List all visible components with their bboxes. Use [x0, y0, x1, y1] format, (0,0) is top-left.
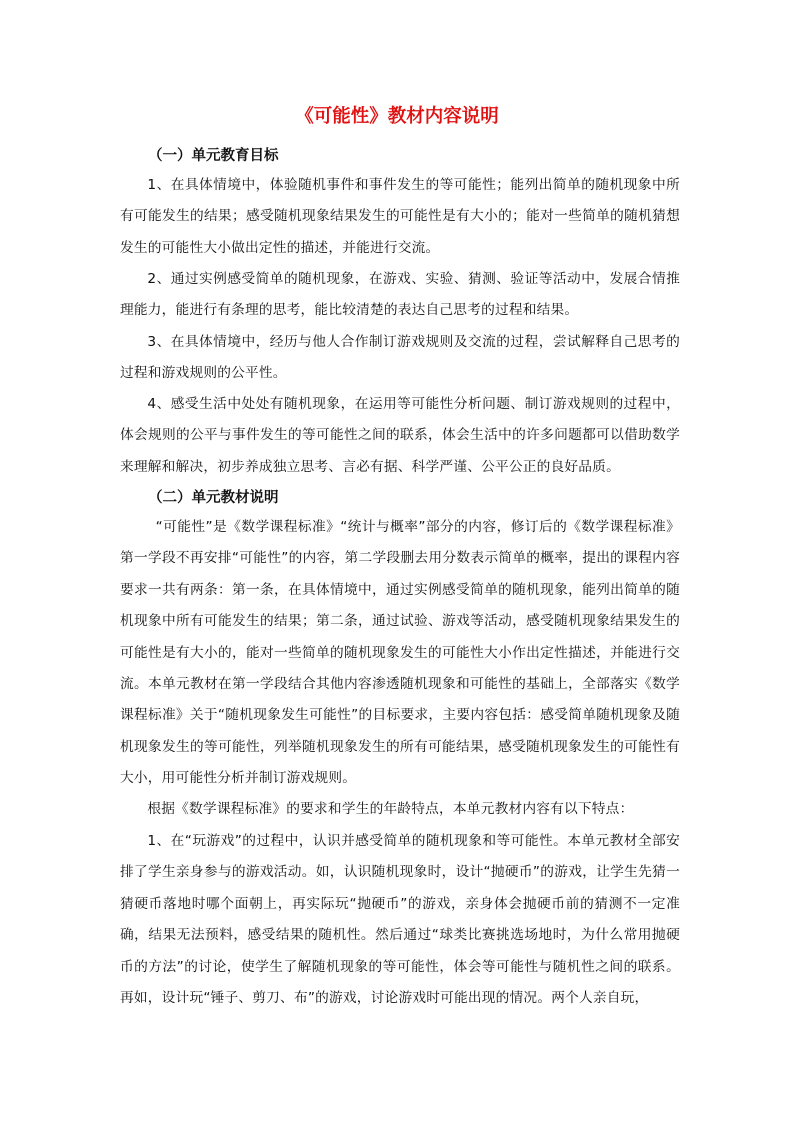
- section-heading-textbook: （二）单元教材说明: [148, 490, 279, 506]
- textbook-paragraph-2: 根据《数学课程标准》的要求和学生的年龄特点，本单元教材内容有以下特点：: [147, 801, 634, 817]
- goal-item-3: 3、在具体情境中，经历与他人合作制订游戏规则及交流的过程，尝试解释自己思考的过程和游戏规则的公平性。: [120, 334, 680, 382]
- goal-item-1: 1、在具体情境中，体验随机事件和事件发生的等可能性；能列出简单的随机现象中所有可能发生的结果；感受随机现象结果发生的可能性是有大小的；能对一些简单的随机猜想发生的可能性大小做出定性的描述，并能进行交流。: [120, 177, 680, 256]
- goal-item-2: 2、通过实例感受简单的随机现象，在游戏、实验、猜测、验证等活动中，发展合情推理能力，能进行有条理的思考，能比较清楚的表达自己思考的过程和结果。: [120, 271, 680, 319]
- textbook-paragraph-1: “可能性”是《数学课程标准》“统计与概率”部分的内容，修订后的《数学课程标准》第一学段不再安排“可能性”的内容，第二学段删去用分数表示简单的概率，提出的课程内容要求一共有两条：第一条，在具体情境中，通过实例感受简单的随机现象，能列出简单的随机现象中所有可能发生的结果；第二条，通过试验、游戏等活动，感受随机现象结果发生的可能性是有大小的，能对一些简单的随机现象发生的可能性大小作出定性描述，并能进行交流。本单元教材在第一学段结合其他内容渗透随机现象和可能性的基础上，全部落实《数学课程标准》关于“随机现象发生可能性”的目标要求，主要内容包括：感受简单随机现象及随机现象发生的等可能性，列举随机现象发生的所有可能结果，感受随机现象发生的可能性有大小，用可能性分析并制订游戏规则。: [120, 519, 680, 787]
- document-title: 《可能性》教材内容说明: [295, 106, 499, 127]
- section-heading-goals: （一）单元教育目标: [148, 148, 279, 164]
- goal-item-4: 4、感受生活中处处有随机现象，在运用等可能性分析问题、制订游戏规则的过程中，体会规则的公平与事件发生的等可能性之间的联系，体会生活中的许多问题都可以借助数学来理解和解决，初步养成独立思考、言必有据、科学严谨、公平公正的良好品质。: [120, 396, 680, 475]
- textbook-paragraph-3: 1、在“玩游戏”的过程中，认识并感受简单的随机现象和等可能性。本单元教材全部安排了学生亲身参与的游戏活动。如，认识随机现象时，设计“抛硬币”的游戏，让学生先猜一猜硬币落地时哪个面朝上，再实际玩“抛硬币”的游戏，亲身体会抛硬币前的猜测不一定准确，结果无法预料，感受结果的随机性。然后通过“球类比赛挑选场地时，为什么常用抛硬币的方法”的讨论，使学生了解随机现象的等可能性，体会等可能性与随机性之间的联系。再如，设计玩“锤子、剪刀、布”的游戏，讨论游戏时可能出现的情况。两个人亲自玩，: [120, 833, 680, 1007]
